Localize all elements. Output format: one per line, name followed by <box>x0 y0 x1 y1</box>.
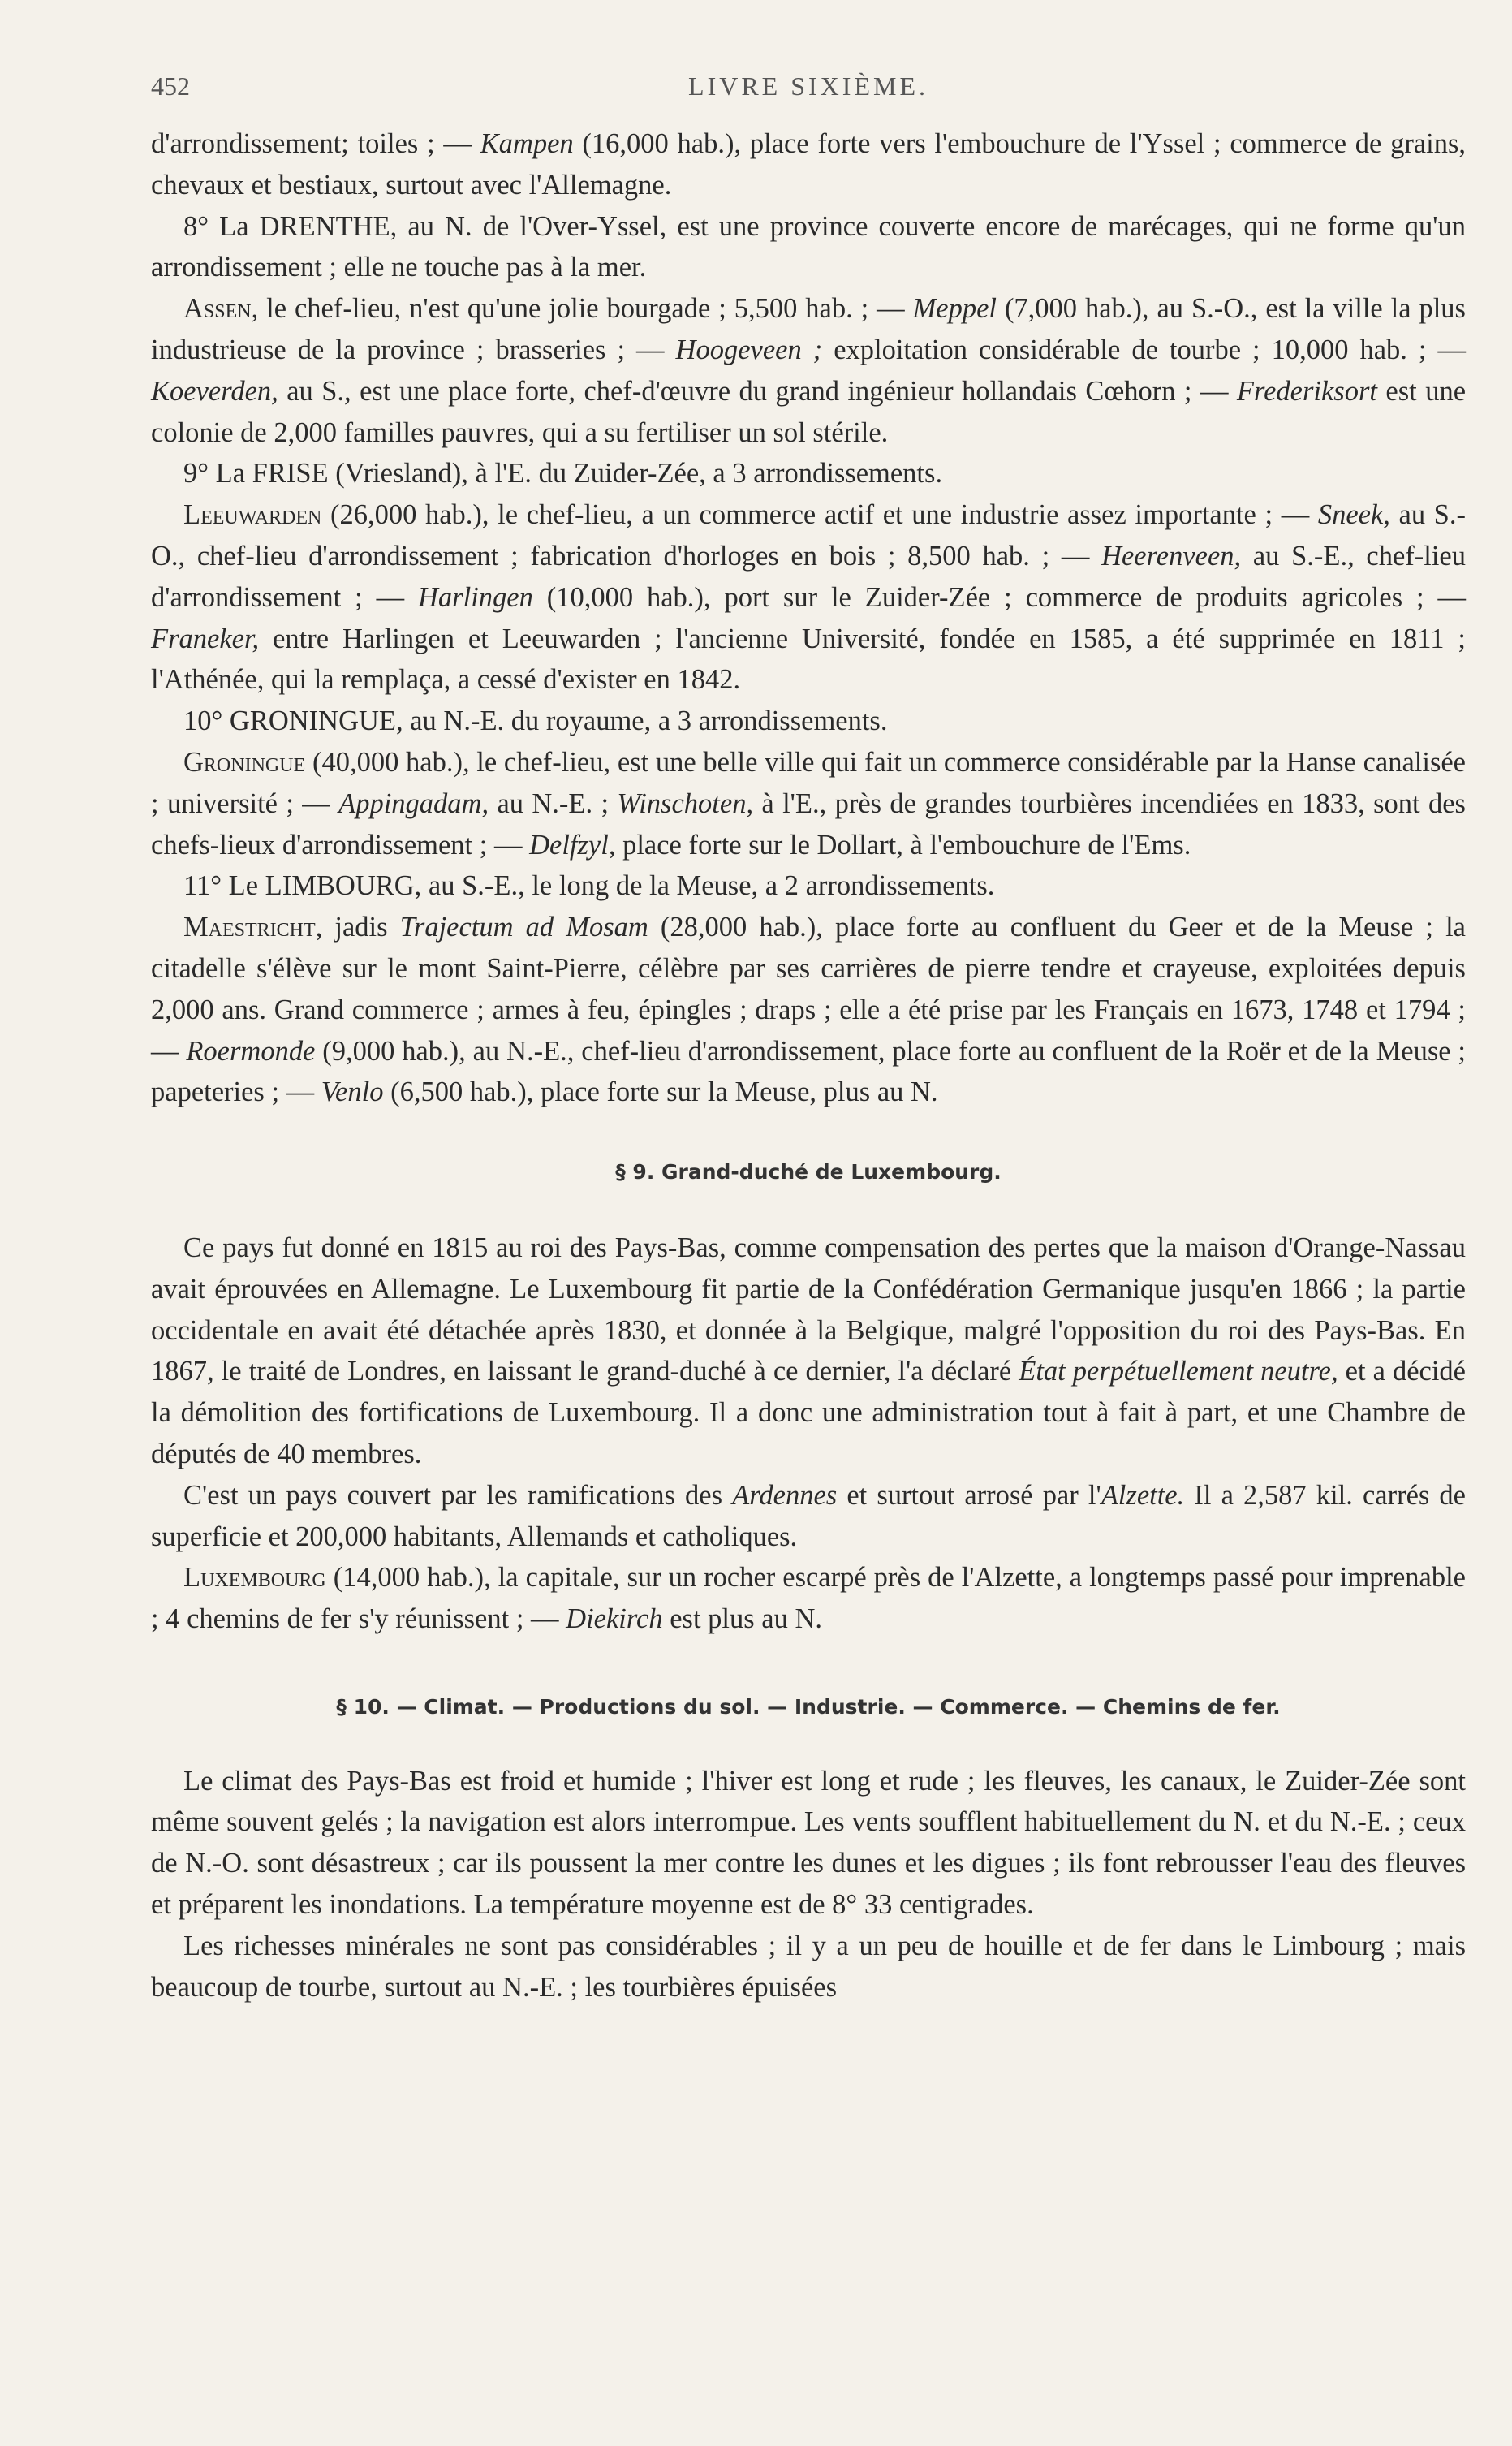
paragraph-kampen: d'arrondissement; toiles ; — Kampen (16,000 hab.), place forte vers l'embouchure de l'Yssel ; commerce de grains, chevaux et bestiaux, surtout avec l'Allemagne. <box>151 128 1467 201</box>
paragraph-maestricht: Maestricht, jadis Trajectum ad Mosam (28,000 hab.), place forte au confluent du Geer et de la Meuse ; la citadelle s'élève sur le mont Saint-Pierre, célèbre par ses carrières de pierre tendre et crayeuse, exploitées depuis 2,000 ans. Grand commerce ; armes à feu, épingles ; draps ; elle a été prise par les Français en 1673, 1748 et 1794 ; — Roermonde (9,000 hab.), au N.-E., chef-lieu d'arrondissement, place forte au confluent de la Roër et de la Meuse ; papeteries ; — Venlo (6,500 hab.), place forte sur la Meuse, plus au N. <box>151 912 1466 1108</box>
paragraph-groningue-city: Groningue (40,000 hab.), le chef-lieu, est une belle ville qui fait un commerce considérable par la Hanse canalisée ; université ; — Appingadam, au N.-E. ; Winschoten, à l'E., près de grandes tourbières incendiées en 1833, sont des chefs-lieux d'arrondissement ; — Delfzyl, place forte sur le Dollart, à l'embouchure de l'Ems. <box>151 746 1466 861</box>
section-heading-climat: § 10. — Climat. — Productions du sol. — Industrie. — Commerce. — Chemins de fer. <box>336 1694 1281 1719</box>
paragraph-limbourg: 11° Le LIMBOURG, au S.-E., le long de la Meuse, a 2 arrondissements. <box>183 870 995 902</box>
paragraph-luxembourg-history: Ce pays fut donné en 1815 au roi des Pays-Bas, comme compensation des pertes que la maison d'Orange-Nassau avait éprouvées en Allemagne. Le Luxembourg fit partie de la Confédération Germanique jusqu'en 1866 ; la partie occidentale en avait été détachée après 1830, et donnée à la Belgique, malgré l'opposition du roi des Pays-Bas. En 1867, le traité de Londres, en laissant le grand-duché à ce dernier, l'a déclaré État perpétuellement neutre, et a décidé la démolition des fortifications de Luxembourg. Il a donc une administration tout à fait à part, et une Chambre de députés de 40 membres. <box>151 1232 1466 1469</box>
paragraph-groningue: 10° GRONINGUE, au N.-E. du royaume, a 3 arrondissements. <box>183 705 888 737</box>
paragraph-frise: 9° La FRISE (Vriesland), à l'E. du Zuider-Zée, a 3 arrondissements. <box>183 458 943 490</box>
paragraph-assen: Assen, le chef-lieu, n'est qu'une jolie bourgade ; 5,500 hab. ; — Meppel (7,000 hab.), au S.-O., est la ville la plus industrieuse de la province ; brasseries ; — Hoogeveen ; exploitation considérable de tourbe ; 10,000 hab. ; — Koeverden, au S., est une place forte, chef-d'œuvre du grand ingénieur hollandais Cœhorn ; — Frederiksort est une colonie de 2,000 familles pauvres, qui a su fertiliser un sol stérile. <box>151 293 1467 448</box>
page-body <box>151 123 1466 2008</box>
paragraph-climat: Le climat des Pays-Bas est froid et humide ; l'hiver est long et rude ; les fleuves, les canaux, le Zuider-Zée sont même souvent gelés ; la navigation est alors interrompue. Les vents soufflent habituellement du N. et du N.-E. ; ceux de N.-O. sont désastreux ; car ils poussent la mer contre les dunes et les digues ; ils font rebrousser l'eau des fleuves et préparent les inondations. La température moyenne est de 8° 33 centigrades. <box>151 1765 1466 1921</box>
page-header <box>151 71 1466 112</box>
paragraph-leeuwarden: Leeuwarden (26,000 hab.), le chef-lieu, a un commerce actif et une industrie assez importante ; — Sneek, au S.-O., chef-lieu d'arrondissement ; fabrication d'horloges en bois ; 8,500 hab. ; — Heerenveen, au S.-E., chef-lieu d'arrondissement ; — Harlingen (10,000 hab.), port sur le Zuider-Zée ; commerce de produits agricoles ; — Franeker, entre Harlingen et Leeuwarden ; l'ancienne Université, fondée en 1585, a été supprimée en 1811 ; l'Athénée, qui la remplaça, a cessé d'exister en 1842. <box>151 499 1466 696</box>
paragraph-drenthe: 8° La DRENTHE, au N. de l'Over-Yssel, est une province couverte encore de marécages, qui ne forme qu'un arrondissement ; elle ne touche pas à la mer. <box>151 210 1466 283</box>
paragraph-richesses: Les richesses minérales ne sont pas considérables ; il y a un peu de houille et de fer dans le Limbourg ; mais beaucoup de tourbe, surtout au N.-E. ; les tourbières épuisées <box>151 1930 1466 2003</box>
running-title: LIVRE SIXIÈME. <box>688 71 928 101</box>
paragraph-luxembourg-geography: C'est un pays couvert par les ramifications des Ardennes et surtout arrosé par l'Alzette. Il a 2,587 kil. carrés de superficie et 200,000 habitants, Allemands et catholiques. <box>151 1479 1466 1552</box>
paragraph-luxembourg-capital: Luxembourg (14,000 hab.), la capitale, sur un rocher escarpé près de l'Alzette, a longtemps passé pour imprenable ; 4 chemins de fer s'y réunissent ; — Diekirch est plus au N. <box>151 1562 1466 1635</box>
page-number: 452 <box>151 71 190 101</box>
section-heading-luxembourg: § 9. Grand-duché de Luxembourg. <box>615 1160 1002 1184</box>
